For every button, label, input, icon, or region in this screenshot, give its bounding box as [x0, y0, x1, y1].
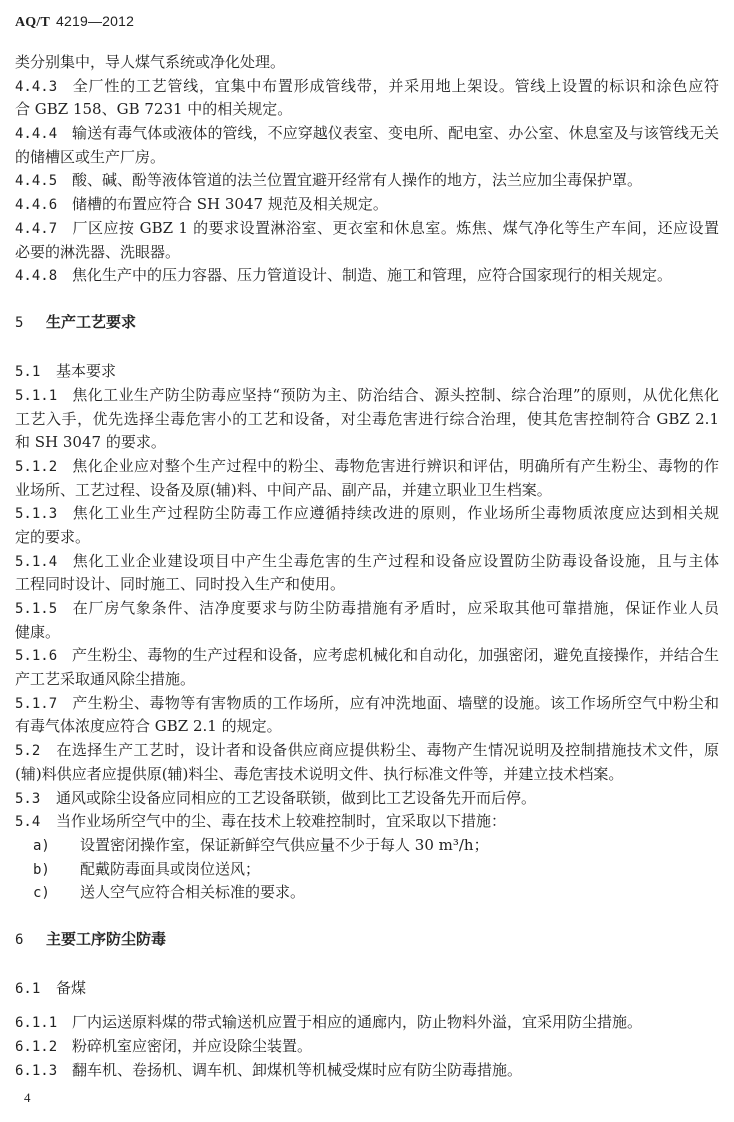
clause-number: 5.4 — [15, 814, 41, 831]
clause-text: 产工艺采取通风除尘措施。 — [15, 670, 196, 689]
text-line — [15, 715, 719, 739]
clause-text: 工程同时设计、同时施工、同时投入生产和使用。 — [15, 575, 346, 594]
clause-number: 6.1.1 — [15, 1015, 58, 1032]
text-line — [15, 75, 719, 99]
text-line — [15, 621, 719, 645]
clause-number: a) — [33, 837, 50, 854]
clause — [15, 217, 719, 264]
clause-text: 输送有毒气体或液体的管线，不应穿越仪表室、变电所、配电室、办公室、休息室及与该管线无关 — [72, 124, 719, 143]
clause-number: 4.4.6 — [15, 197, 58, 214]
clause-text: 全厂性的工艺管线，宜集中布置形成管线带，并采用地上架设。管线上设置的标识和涂色应符 — [72, 76, 719, 95]
text-line — [15, 573, 719, 597]
clause-text: 翻车机、卷扬机、调车机、卸煤机等机械受煤时应有防尘防毒措施。 — [72, 1060, 523, 1079]
text-line — [15, 384, 719, 408]
clause-number: b) — [33, 861, 50, 878]
text-line — [15, 881, 719, 905]
clause-text: 合 GBZ 158、GB 7231 中的相关规定。 — [15, 100, 293, 119]
section-heading — [15, 311, 719, 335]
text-line — [15, 455, 719, 479]
list-item — [15, 858, 719, 882]
text-line — [15, 217, 719, 241]
clause — [15, 502, 719, 549]
clause-text: 类分别集中，导人煤气系统或净化处理。 — [15, 53, 286, 71]
clause-number: 5.1.2 — [15, 458, 58, 475]
clause-number: 4.4.5 — [15, 173, 58, 190]
text-line — [15, 502, 719, 526]
clause — [15, 1035, 719, 1059]
text-line — [15, 668, 719, 692]
clause-text: 配戴防毒面具或岗位送风； — [80, 859, 261, 878]
clause-number: 6 — [15, 932, 24, 949]
text-line — [15, 928, 719, 952]
clause-text: 设置密闭操作室，保证新鲜空气供应量不少于每人 30 m³/h； — [80, 835, 489, 854]
text-line — [15, 241, 719, 265]
clause-number: 4.4.4 — [15, 126, 58, 143]
clause-number: 6.1.3 — [15, 1062, 58, 1079]
text-line — [15, 550, 719, 574]
clause-text: 送人空气应符合相关标准的要求。 — [80, 883, 306, 902]
list-item — [15, 834, 719, 858]
clause-number: c) — [33, 885, 50, 902]
clause — [15, 1059, 719, 1083]
clause-text: 业场所、工艺过程、设备及原(辅)料、中间产品、副产品，并建立职业卫生档案。 — [15, 480, 552, 499]
text-line — [15, 977, 719, 1001]
text-line — [15, 787, 719, 811]
text-line — [15, 763, 719, 787]
text-line — [15, 526, 719, 550]
clause-number: 5.1.7 — [15, 695, 58, 712]
text-line — [15, 98, 719, 122]
clause-text: 厂内运送原料煤的带式输送机应置于相应的通廊内，防止物料外溢，宜采用防尘措施。 — [72, 1013, 643, 1032]
subsection-heading — [15, 360, 719, 384]
clause-text: 焦化工业企业建设项目中产生尘毒危害的生产过程和设备应设置防尘防毒设备设施，且与主体 — [72, 551, 719, 570]
list-item — [15, 881, 719, 905]
text-line — [15, 858, 719, 882]
text-line — [15, 193, 719, 217]
clause-text: 焦化工业生产过程防尘防毒工作应遵循持续改进的原则，作业场所尘毒物质浓度应达到相关规 — [72, 504, 719, 523]
clause — [15, 810, 719, 834]
clause-text: 有毒气体浓度应符合 GBZ 2.1 的规定。 — [15, 717, 282, 736]
clause — [15, 787, 719, 811]
clause — [15, 597, 719, 644]
clause-text: 通风或除尘设备应同相应的工艺设备联锁，做到比工艺设备先开而后停。 — [56, 788, 537, 807]
clause-text: (辅)料供应者应提供原(辅)料尘、毒危害技术说明文件、执行标准文件等，并建立技术档案。 — [15, 764, 624, 783]
text-line — [15, 146, 719, 170]
clause-text: 定的要求。 — [15, 527, 91, 546]
text-line — [15, 597, 719, 621]
standard-header — [15, 13, 134, 31]
clause-text: 生产工艺要求 — [46, 313, 137, 332]
clause-number: 5.1.5 — [15, 601, 58, 618]
standard-number: 4219—2012 — [56, 13, 135, 29]
clause-number: 4.4.3 — [15, 78, 58, 95]
clause — [15, 550, 719, 597]
clause-text: 厂区应按 GBZ 1 的要求设置淋浴室、更衣室和休息室。炼焦、煤气净化等生产车间，还应设置 — [72, 218, 719, 237]
clause — [15, 122, 719, 169]
clause — [15, 455, 719, 502]
clause-number: 5.1 — [15, 364, 41, 381]
clause-text: 焦化生产中的压力容器、压力管道设计、制造、施工和管理，应符合国家现行的相关规定。 — [72, 266, 673, 285]
clause-text: 酸、碱、酚等液体管道的法兰位置宜避开经常有人操作的地方，法兰应加尘毒保护罩。 — [72, 171, 643, 190]
text-line — [15, 431, 719, 455]
clause — [15, 51, 719, 75]
text-line — [15, 408, 719, 432]
clause-text: 储槽的布置应符合 SH 3047 规范及相关规定。 — [72, 195, 388, 214]
text-line — [15, 834, 719, 858]
clause-text: 和 SH 3047 的要求。 — [15, 433, 166, 452]
text-line — [15, 692, 719, 716]
text-line — [15, 264, 719, 288]
clause-text: 焦化企业应对整个生产过程中的粉尘、毒物危害进行辨识和评估，明确所有产生粉尘、毒物的作 — [72, 456, 719, 475]
clause-text: 工艺入手，优先选择尘毒危害小的工艺和设备，对尘毒危害进行综合治理，使其危害控制符合 GBZ 2.1 — [15, 409, 719, 428]
standard-code: AQ/T — [15, 15, 51, 30]
clause — [15, 384, 719, 455]
text-line — [15, 122, 719, 146]
text-line — [15, 739, 719, 763]
text-line — [15, 360, 719, 384]
clause — [15, 739, 719, 786]
clause-text: 在选择生产工艺时，设计者和设备供应商应提供粉尘、毒物产生情况说明及控制措施技术文件，原 — [56, 741, 719, 760]
clause — [15, 1011, 719, 1035]
text-line — [15, 1059, 719, 1083]
clause-number: 5 — [15, 315, 24, 332]
clause-text: 产生粉尘、毒物的生产过程和设备，应考虑机械化和自动化，加强密闭，避免直接操作，并结合生 — [72, 646, 719, 665]
clause-number: 5.1.6 — [15, 648, 58, 665]
text-line — [15, 311, 719, 335]
clause — [15, 264, 719, 288]
text-line — [15, 1035, 719, 1059]
clause — [15, 75, 719, 122]
clause — [15, 692, 719, 739]
document-body — [15, 51, 719, 1082]
clause-number: 5.1.1 — [15, 387, 58, 404]
clause-text: 必要的淋洗器、洗眼器。 — [15, 242, 181, 261]
clause-number: 4.4.8 — [15, 268, 58, 285]
clause-text: 的储槽区或生产厂房。 — [15, 147, 166, 166]
clause — [15, 644, 719, 691]
clause-text: 在厂房气象条件、洁净度要求与防尘防毒措施有矛盾时，应采取其他可靠措施，保证作业人员 — [72, 599, 719, 618]
clause-text: 当作业场所空气中的尘、毒在技术上较难控制时，宜采取以下措施： — [56, 812, 507, 831]
clause-text: 焦化工业生产防尘防毒应坚持“预防为主、防治结合、源头控制、综合治理”的原则，从优化焦化 — [72, 385, 719, 404]
page-number: 4 — [24, 1090, 31, 1105]
clause-number: 5.1.4 — [15, 553, 58, 570]
text-line — [15, 644, 719, 668]
clause-number: 5.1.3 — [15, 506, 58, 523]
text-line — [15, 169, 719, 193]
clause-text: 粉碎机室应密闭，并应设除尘装置。 — [72, 1036, 313, 1055]
text-line — [15, 1011, 719, 1035]
clause-text: 基本要求 — [56, 362, 117, 381]
clause — [15, 193, 719, 217]
clause-text: 主要工序防尘防毒 — [46, 930, 167, 949]
clause-text: 健康。 — [15, 622, 61, 641]
clause-number: 5.3 — [15, 790, 41, 807]
text-line — [15, 479, 719, 503]
clause-text: 备煤 — [56, 979, 87, 998]
clause-number: 6.1 — [15, 981, 41, 998]
section-heading — [15, 928, 719, 952]
clause-number: 5.2 — [15, 743, 41, 760]
subsection-heading — [15, 977, 719, 1001]
text-line — [15, 51, 719, 75]
clause-text: 产生粉尘、毒物等有害物质的工作场所，应有冲洗地面、墙壁的设施。该工作场所空气中粉尘和 — [72, 693, 719, 712]
text-line — [15, 810, 719, 834]
clause — [15, 169, 719, 193]
clause-number: 6.1.2 — [15, 1038, 58, 1055]
clause-number: 4.4.7 — [15, 220, 58, 237]
